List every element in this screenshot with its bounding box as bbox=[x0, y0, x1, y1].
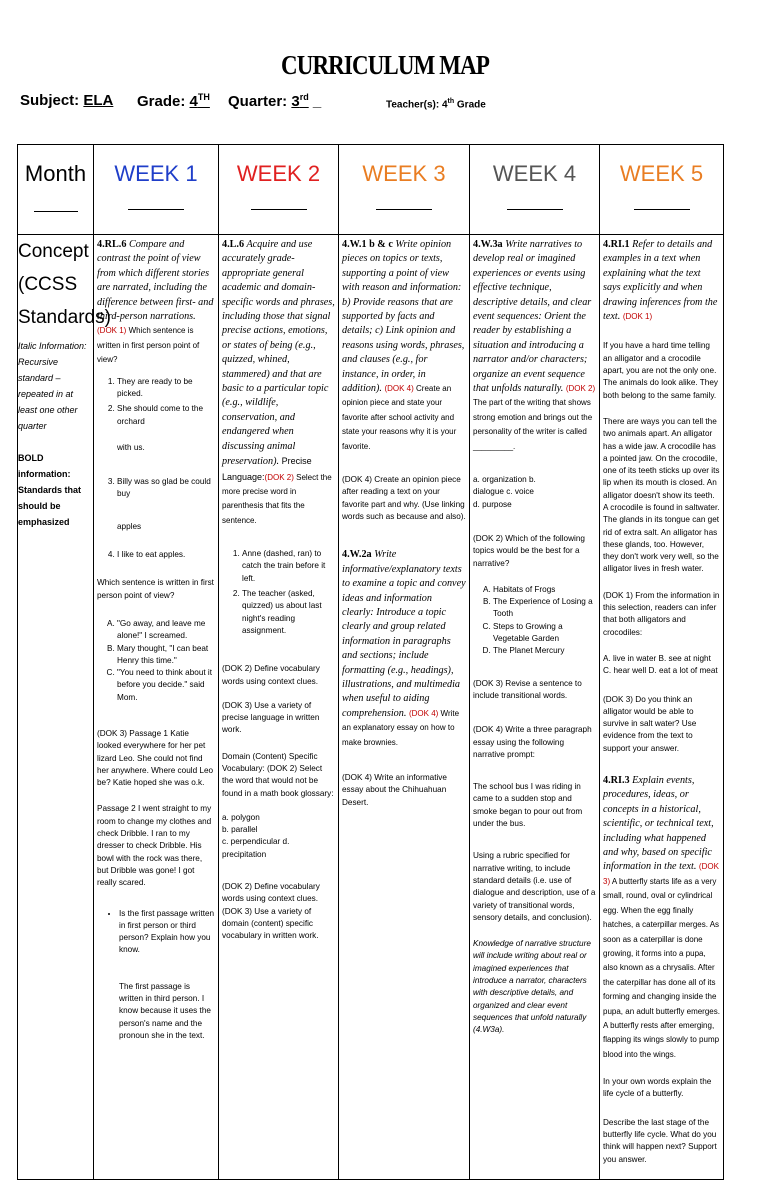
list-item: 2. The teacher (asked, quizzed) us about last night's reading assignment. bbox=[242, 588, 335, 637]
answer: The first passage is written in third person. I know because it uses the person's name and the pronoun she in the text. bbox=[119, 981, 211, 1040]
grade-value: 4TH bbox=[189, 92, 210, 110]
list-item: 1. They are ready to be picked. bbox=[117, 376, 215, 401]
week-5-standard-1: 4.RI.1 Refer to details and examples in a text when explaining what the text says explicitly and when drawing inferences from the text. (DOK 1) bbox=[603, 239, 718, 323]
subject-value: ELA bbox=[83, 92, 114, 109]
week-1-cell: 4.RL.6 Compare and contrast the point of view from which different stories are narrated, including the difference between first- and third-person narrations. (DOK 1) Which sentence is written in first person point of view? 1. They are ready to be picked. 2. She should come to the orchard with us. 3. Billy was so glad be could buy apples 4. I like to eat apples. Which sentence is written in first person point of view? A. "Go away, and leave me alone!" I screamed. B. Mary thought, "I can beat Henry this time." C. "You need to think about it before you decide." said Mom. (DOK 3) Passage 1 Katie looked everywhere for her pet lizard Leo. She could not find her anywhere. Where could Leo be? Katie hoped she was o.k. Passage 2 I went straight to my room to change my clothes and check Dribble. I ran to my dresser to check Dribble. His bowl with the rock was there, but Dribble was gone! I got really scared. • Is the first passage written in first person or third person? Explain how you know. The first passage is written in third person. I know because it uses the person's name and the pronoun she in the text. bbox=[94, 235, 219, 1180]
list-item: 1. Anne (dashed, ran) to catch the train before it left. bbox=[242, 548, 335, 585]
quarter-field: Quarter: 3rd _ bbox=[228, 92, 322, 110]
week-2-header: WEEK 2 bbox=[219, 145, 339, 235]
week-4-cell: 4.W.3a Write narratives to develop real or imagined experiences or events using effective technique, descriptive details, and clear event sequences: Orient the reader by establishing a situation and introducing a narrator and/or characters; organize an event sequence that unfolds naturally. (DOK 2) The part of the writing that shows strong emotion and brings out the personality of the writer is called _________. a. organization b. dialogue c. voice d. purpose (DOK 2) Which of the following topics would be the best for a narrative? A. Habitats of Frogs B. The Experience of Losing a Tooth C. Steps to Growing a Vegetable Garden D. The Planet Mercury (DOK 3) Revise a sentence to include transitional words. (DOK 4) Write a three paragraph essay using the following narrative prompt: The school bus I was riding in came to a sudden stop and smoke began to pour out from under the bus. Using a rubric specified for narrative writing, to include standard details (i.e. use of dialogue and description, use of a variety of transitional words, sensory details, and conclusion). Knowledge of narrative structure will include writing about real or imagined experiences that introduce a narrator, characters with descriptive details, and organized and clear event sequences that unfold naturally (4.W3a). bbox=[470, 235, 600, 1180]
concept-cell: Concept (CCSS Standards) Italic Information: Recursive standard – repeated in at least one other quarter BOLD information: Standards that should be emphasized bbox=[18, 235, 94, 1180]
passage-1: (DOK 3) Passage 1 Katie looked everywhere for her pet lizard Leo. She could not find her anywhere. Where could Leo be? Katie hoped she was o.k. bbox=[97, 729, 214, 788]
week-2-cell: 4.L.6 Acquire and use accurately grade-appropriate general academic and domain-specific words and phrases, including those that signal precise actions, emotions, or states of being (e.g., quizzed, whined, stammered) and that are basic to a particular topic (e.g., wildlife, conservation, and endangered when discussing animal preservation). Precise Language:(DOK 2) Select the more precise word in parenthesis that fits the sentence. 1. Anne (dashed, ran) to catch the train before it left. 2. The teacher (asked, quizzed) us about last night's reading assignment. (DOK 2) Define vocabulary words using context clues. (DOK 3) Use a variety of precise language in written work. Domain (Content) Specific Vocabulary: (DOK 2) Select the word that would not be found in a math book glossary: a. polygon b. parallel c. perpendicular d. precipitation (DOK 2) Define vocabulary words using context clues. (DOK 3) Use a variety of domain (content) specific vocabulary in written work. bbox=[219, 235, 339, 1180]
list-item: 4. I like to eat apples. bbox=[117, 549, 215, 561]
week-1-header: WEEK 1 bbox=[94, 145, 219, 235]
header-row bbox=[18, 145, 724, 235]
question: • Is the first passage written in first person or third person? Explain how you know. bbox=[119, 908, 215, 957]
week-3-standard-2: 4.W.2a Write informative/explanatory texts to examine a topic and convey ideas and information clearly: Introduce a topic clearly and group related information in paragraphs and sections; include formatting (e.g., headings), illustrations, and multimedia when useful to aiding comprehension. (DOK 4) Write an explanatory essay on how to make brownies. bbox=[342, 549, 466, 747]
week-3-cell: 4.W.1 b & c Write opinion pieces on topics or texts, supporting a point of view with reason and information: b) Provide reasons that are supported by facts and details; c) Link opinion and reasons using words, phrases, and clauses (e.g., for instance, in order, in addition). (DOK 4) Create an opinion piece and state your favorite after school activity and state your reasons why it is your favorite. (DOK 4) Create an opinion piece after reading a text on your favorite part and why. (Use linking words such as because and also). 4.W.2a Write informative/explanatory texts to examine a topic and convey ideas and information clearly: Introduce a topic clearly and group related information in paragraphs and sections; include formatting (e.g., headings), illustrations, and multimedia when useful to aiding comprehension. (DOK 4) Write an explanatory essay on how to make brownies. (DOK 4) Write an informative essay about the Chihuahuan Desert. bbox=[339, 235, 470, 1180]
option: C. "You need to think about it before you decide." said Mom. bbox=[117, 667, 215, 704]
week-3-standard-1: 4.W.1 b & c Write opinion pieces on topics or texts, supporting a point of view with reason and information: b) Provide reasons that are supported by facts and details; c) Link opinion and reasons using words, phrases, and clauses (e.g., for instance, in order, in addition). (DOK 4) Create an opinion piece and state your favorite after school activity and state your reasons why it is your favorite. bbox=[342, 239, 465, 451]
grade-field: Grade: 4TH bbox=[137, 92, 210, 110]
italic-note: Italic Information: Recursive standard – repeated in at least one other quarter bbox=[18, 341, 87, 431]
week-4-standard: 4.W.3a Write narratives to develop real or imagined experiences or events using effective technique, descriptive details, and clear event sequences: Orient the reader by establishing a situation and introducing a narrator and/or characters; organize an event sequence that unfolds naturally. (DOK 2) The part of the writing that shows strong emotion and brings out the personality of the writer is called _________. bbox=[473, 239, 596, 451]
option: C. Steps to Growing a Vegetable Garden bbox=[493, 621, 596, 646]
question: Which sentence is written in first person point of view? bbox=[97, 578, 214, 600]
list-item: 3. Billy was so glad be could buy bbox=[117, 476, 215, 501]
page-title: CURRICULUM MAP bbox=[280, 50, 490, 80]
week-5-header: WEEK 5 bbox=[600, 145, 724, 235]
option: A. Habitats of Frogs bbox=[493, 584, 596, 596]
week-3-header: WEEK 3 bbox=[339, 145, 470, 235]
subject-field: Subject: ELA bbox=[20, 92, 114, 109]
bold-note: BOLD information: Standards that should be emphasized bbox=[18, 453, 82, 527]
week-5-standard-2: 4.RI.3 Explain events, procedures, ideas, or concepts in a historical, scientific, or technical text, including what happened and why, based on specific information in the text. (DOK 3) A butterfly starts life as a very small, round, oval or cylindrical egg. When the egg finally hatches, a caterpillar merges. As soon as a caterpillar is done growing, it forms into a pupa, also known as a chrysalis. After the caterpillar has done all of its forming and changing inside the pupa, an adult butterfly emerges. A butterfly rests after emerging, flapping its wings slowly to pump blood into the wings. bbox=[603, 775, 720, 1059]
list-item: 2. She should come to the orchard bbox=[117, 403, 215, 428]
passage-2: Passage 2 I went straight to my room to change my clothes and check Dribble. I ran to my dresser to check Dribble. His bowl with the rock was there, but Dribble was gone! I got really scared. bbox=[97, 804, 212, 888]
month-header: Month bbox=[18, 145, 94, 235]
week-4-header: WEEK 4 bbox=[470, 145, 600, 235]
concept-row bbox=[18, 235, 724, 1180]
option: B. Mary thought, "I can beat Henry this time." bbox=[117, 643, 215, 668]
week-1-standard: 4.RL.6 Compare and contrast the point of view from which different stories are narrated, including the difference between first- and third-person narrations. (DOK 1) Which sentence is written in first person point of view? bbox=[97, 239, 214, 365]
quarter-value: 3rd bbox=[291, 92, 309, 110]
option: A. "Go away, and leave me alone!" I screamed. bbox=[117, 618, 215, 643]
curriculum-table bbox=[17, 144, 724, 1180]
week-2-standard: 4.L.6 Acquire and use accurately grade-appropriate general academic and domain-specific words and phrases, including those that signal precise actions, emotions, or states of being (e.g., quizzed, whined, stammered) and that are basic to a particular topic (e.g., wildlife, conservation, and endangered when discussing animal preservation). Precise Language:(DOK 2) Select the more precise word in parenthesis that fits the sentence. bbox=[222, 239, 335, 525]
week-5-cell: 4.RI.1 Refer to details and examples in a text when explaining what the text says explicitly and when drawing inferences from the text. (DOK 1) If you have a hard time telling an alligator and a crocodile apart, you are not the only one. The animals do look alike. They both belong to the same family. There are ways you can tell the two animals apart. An alligator has a wide jaw. A crocodile has a pointed jaw. On the crocodile, one of its teeth sticks up over its lip when its mouth is closed. An alligator doesn't show its teeth. A crocodile is found in saltwater. The glands in its tongue can get rid of extra salt. An alligator has these glands, too. However, they don't work very well, so the alligator lives in fresh water. (DOK 1) From the information in this selection, readers can infer that both alligators and crocodiles: A. live in water B. see at night C. hear well D. eat a lot of meat (DOK 3) Do you think an alligator would be able to survive in salt water? Use evidence from the text to support your answer. 4.RI.3 Explain events, procedures, ideas, or concepts in a historical, scientific, or technical text, including what happened and why, based on specific information in the text. (DOK 3) A butterfly starts life as a very small, round, oval or cylindrical egg. When the egg finally hatches, a caterpillar merges. As soon as a caterpillar is done growing, it forms into a pupa, also known as a chrysalis. After the caterpillar has done all of its forming and changing inside the pupa, an adult butterfly emerges. A butterfly rests after emerging, flapping its wings slowly to pump blood into the wings. In your own words explain the life cycle of a butterfly. Describe the last stage of the butterfly life cycle. What do you think will happen next? Support you answer. bbox=[600, 235, 724, 1180]
option: D. The Planet Mercury bbox=[493, 645, 596, 657]
option: B. The Experience of Losing a Tooth bbox=[493, 596, 596, 621]
teacher-field: Teacher(s): 4th Grade bbox=[386, 98, 486, 111]
